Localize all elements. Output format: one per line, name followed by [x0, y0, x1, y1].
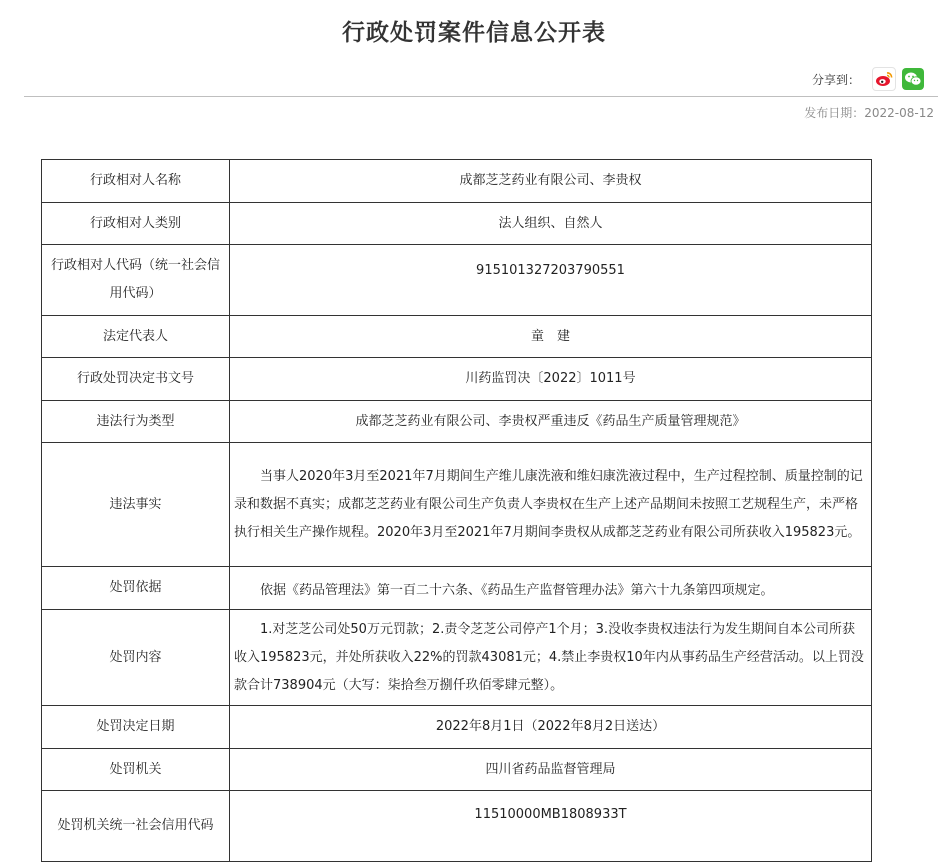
table-row — [42, 358, 872, 401]
publish-date-value: 2022-08-12 — [864, 106, 934, 120]
row-label: 处罚内容 — [42, 610, 230, 706]
row-label: 行政相对人代码（统一社会信用代码） — [42, 245, 230, 316]
row-value: 成都芝芝药业有限公司、李贵权 — [230, 160, 872, 203]
table-row — [42, 443, 872, 567]
row-value: 成都芝芝药业有限公司、李贵权严重违反《药品生产质量管理规范》 — [230, 401, 872, 443]
table-row — [42, 610, 872, 706]
page-title: 行政处罚案件信息公开表 — [342, 20, 606, 46]
share-weibo-button[interactable] — [872, 67, 896, 91]
penalty-basis-text: 依据《药品管理法》第一百二十六条、《药品生产监督管理办法》第六十九条第四项规定。 — [260, 583, 774, 598]
row-value: 川药监罚决〔2022〕1011号 — [230, 358, 872, 401]
row-label: 违法行为类型 — [42, 401, 230, 443]
wechat-icon — [904, 71, 922, 87]
share-wechat-button[interactable] — [902, 68, 924, 90]
row-value — [230, 610, 872, 706]
table-row — [42, 706, 872, 749]
penalty-content-text: 1.对芝芝公司处50万元罚款；2.责令芝芝公司停产1个月；3.没收李贵权违法行为发生期间自本公司所获收入195823元，并处所获收入22%的罚款43081元；4.禁止李贵权10年内从事药品生产经营活动。以上罚没款合计738904元（大写：柒拾叁万捌仟玖佰零肆元整）。 — [234, 621, 864, 693]
weibo-icon — [875, 71, 893, 87]
publish-date-label: 发布日期： — [804, 106, 865, 120]
table-row — [42, 160, 872, 203]
table-row — [42, 749, 872, 791]
table-row — [42, 203, 872, 245]
header-divider — [24, 96, 938, 97]
row-value — [230, 443, 872, 567]
row-value: 2022年8月1日（2022年8月2日送达） — [230, 706, 872, 749]
row-label: 行政处罚决定书文号 — [42, 358, 230, 401]
row-label: 处罚机关统一社会信用代码 — [42, 791, 230, 862]
row-label: 处罚决定日期 — [42, 706, 230, 749]
row-label: 法定代表人 — [42, 316, 230, 358]
row-value — [230, 567, 872, 610]
table-row — [42, 791, 872, 862]
row-label: 行政相对人类别 — [42, 203, 230, 245]
info-table — [41, 159, 872, 862]
table-row — [42, 567, 872, 610]
row-value: 法人组织、自然人 — [230, 203, 872, 245]
row-value: 11510000MB1808933T — [230, 791, 872, 862]
violation-facts-text: 当事人2020年3月至2021年7月期间生产维儿康洗液和维妇康洗液过程中，生产过程控制、质量控制的记录和数据不真实；成都芝芝药业有限公司生产负责人李贵权在生产上述产品期间未按照工艺规程生产，未严格执行相关生产操作规程。2020年3月至2021年7月期间李贵权从成都芝芝药业有限公司所获收入195823元。 — [234, 468, 863, 540]
row-value: 童 建 — [230, 316, 872, 358]
row-label: 违法事实 — [42, 443, 230, 567]
table-row — [42, 316, 872, 358]
row-value: 四川省药品监督管理局 — [230, 749, 872, 791]
share-label: 分享到： — [811, 72, 860, 87]
row-value: 915101327203790551 — [230, 245, 872, 316]
row-label: 处罚依据 — [42, 567, 230, 610]
publish-date — [804, 104, 934, 121]
row-label: 处罚机关 — [42, 749, 230, 791]
table-row — [42, 401, 872, 443]
table-row — [42, 245, 872, 316]
row-label: 行政相对人名称 — [42, 160, 230, 203]
share-bar — [812, 66, 924, 92]
